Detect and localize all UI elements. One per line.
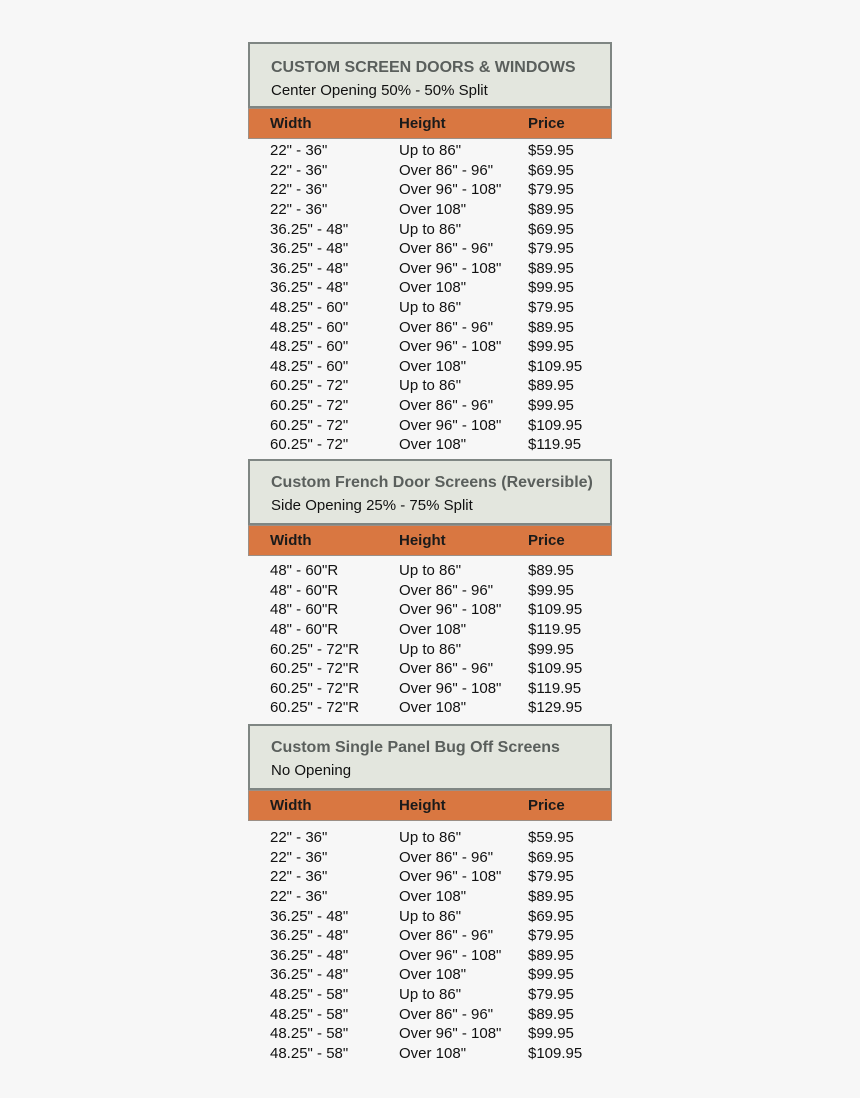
width-cell: 48.25" - 58" [270,986,349,1004]
height-cell: Over 96" - 108" [399,338,502,356]
width-cell: 22" - 36" [270,848,328,866]
width-cell: 36.25" - 48" [270,927,349,945]
price-cell: $89.95 [528,318,574,336]
price-cell: $99.95 [528,1025,574,1043]
height-cell: Over 96" - 108" [399,416,502,434]
price-cell: $109.95 [528,660,583,678]
price-cell: $79.95 [528,868,574,886]
price-cell: $129.95 [528,699,583,717]
section-subtitle: Side Opening 25% - 75% Split [271,497,473,514]
height-cell: Over 96" - 108" [399,679,502,697]
height-cell: Up to 86" [399,640,462,658]
table-row [270,620,612,640]
section-title: Custom French Door Screens (Reversible) [271,474,593,491]
height-cell: Over 96" - 108" [399,946,502,964]
section-header [248,42,612,108]
width-cell: 48.25" - 60" [270,338,349,356]
section-header [248,724,612,790]
table-row [270,278,612,298]
column-header-width: Width [270,532,312,549]
height-cell: Up to 86" [399,299,462,317]
height-cell: Over 108" [399,201,467,219]
table-row [270,848,612,868]
width-cell: 22" - 36" [270,888,328,906]
price-cell: $119.95 [528,679,582,697]
price-cell: $99.95 [528,581,574,599]
width-cell: 36.25" - 48" [270,279,349,297]
column-header-height: Height [399,797,446,814]
height-cell: Over 86" - 96" [399,848,494,866]
height-cell: Over 96" - 108" [399,181,502,199]
price-rows [248,556,612,718]
table-row [270,161,612,181]
price-cell: $119.95 [528,621,582,639]
table-row [270,887,612,907]
height-cell: Over 108" [399,279,467,297]
width-cell: 22" - 36" [270,868,328,886]
section-header [248,459,612,525]
column-header-width: Width [270,797,312,814]
table-row [270,946,612,966]
table-row [270,396,612,416]
table-row [270,376,612,396]
height-cell: Up to 86" [399,907,462,925]
column-header-price: Price [528,115,565,132]
table-row [270,561,612,581]
price-cell: $79.95 [528,299,574,317]
price-cell: $89.95 [528,888,574,906]
section-title: CUSTOM SCREEN DOORS & WINDOWS [271,59,576,76]
price-cell: $109.95 [528,416,583,434]
price-cell: $99.95 [528,279,574,297]
table-row [270,679,612,699]
height-cell: Over 108" [399,357,467,375]
price-cell: $89.95 [528,201,574,219]
table-row [270,180,612,200]
height-cell: Over 108" [399,888,467,906]
width-cell: 60.25" - 72" [270,436,349,454]
price-cell: $109.95 [528,601,583,619]
table-row [270,1004,612,1024]
price-cell: $99.95 [528,966,574,984]
table-row [270,259,612,279]
width-cell: 48.25" - 60" [270,299,349,317]
height-cell: Over 86" - 96" [399,660,494,678]
height-cell: Over 96" - 108" [399,868,502,886]
height-cell: Over 86" - 96" [399,240,494,258]
width-cell: 36.25" - 48" [270,259,349,277]
width-cell: 48.25" - 58" [270,1005,349,1023]
width-cell: 60.25" - 72" [270,377,349,395]
table-row [270,698,612,718]
price-rows [248,821,612,1063]
price-cell: $59.95 [528,142,574,160]
price-cell: $89.95 [528,259,574,277]
width-cell: 48.25" - 60" [270,318,349,336]
table-row [270,581,612,601]
table-row [270,239,612,259]
table-row [270,337,612,357]
price-cell: $69.95 [528,848,574,866]
width-cell: 22" - 36" [270,161,328,179]
height-cell: Over 108" [399,966,467,984]
height-cell: Up to 86" [399,377,462,395]
height-cell: Over 108" [399,621,467,639]
width-cell: 48.25" - 60" [270,357,349,375]
height-cell: Over 108" [399,436,467,454]
height-cell: Over 96" - 108" [399,1025,502,1043]
width-cell: 36.25" - 48" [270,946,349,964]
column-header-width: Width [270,115,312,132]
width-cell: 22" - 36" [270,142,328,160]
height-cell: Up to 86" [399,562,462,580]
table-row [270,357,612,377]
width-cell: 48" - 60"R [270,621,339,639]
table-row [270,141,612,161]
width-cell: 60.25" - 72"R [270,679,360,697]
table-row [270,985,612,1005]
width-cell: 36.25" - 48" [270,966,349,984]
width-cell: 60.25" - 72"R [270,660,360,678]
width-cell: 60.25" - 72" [270,416,349,434]
price-cell: $99.95 [528,397,574,415]
height-cell: Over 108" [399,699,467,717]
table-row [270,415,612,435]
width-cell: 22" - 36" [270,181,328,199]
price-section-screen-doors-windows [248,42,612,455]
width-cell: 36.25" - 48" [270,220,349,238]
width-cell: 22" - 36" [270,201,328,219]
table-row [270,435,612,455]
width-cell: 48.25" - 58" [270,1025,349,1043]
width-cell: 60.25" - 72" [270,397,349,415]
width-cell: 36.25" - 48" [270,907,349,925]
price-cell: $69.95 [528,220,574,238]
height-cell: Over 86" - 96" [399,318,494,336]
width-cell: 48" - 60"R [270,562,339,580]
column-header-price: Price [528,532,565,549]
table-row [270,1024,612,1044]
price-cell: $69.95 [528,161,574,179]
table-row [270,317,612,337]
table-row [270,600,612,620]
price-section-french-door [248,459,612,718]
width-cell: 60.25" - 72"R [270,640,360,658]
height-cell: Over 86" - 96" [399,581,494,599]
table-row [270,219,612,239]
price-cell: $99.95 [528,640,574,658]
table-row [270,200,612,220]
table-row [270,1044,612,1064]
section-subtitle: Center Opening 50% - 50% Split [271,82,488,99]
price-cell: $109.95 [528,357,583,375]
table-row [270,926,612,946]
column-header-height: Height [399,532,446,549]
table-row [270,659,612,679]
height-cell: Over 86" - 96" [399,927,494,945]
section-title: Custom Single Panel Bug Off Screens [271,739,560,756]
height-cell: Over 96" - 108" [399,601,502,619]
height-cell: Up to 86" [399,142,462,160]
column-header-row [248,790,612,821]
table-row [270,906,612,926]
width-cell: 48" - 60"R [270,581,339,599]
height-cell: Up to 86" [399,986,462,1004]
price-cell: $99.95 [528,338,574,356]
width-cell: 48" - 60"R [270,601,339,619]
price-section-bug-off [248,724,612,1063]
column-header-price: Price [528,797,565,814]
table-row [270,298,612,318]
price-cell: $79.95 [528,986,574,1004]
height-cell: Up to 86" [399,829,462,847]
table-row [270,639,612,659]
price-cell: $89.95 [528,946,574,964]
section-subtitle: No Opening [271,762,352,779]
table-row [270,828,612,848]
price-cell: $79.95 [528,181,574,199]
price-cell: $89.95 [528,1005,574,1023]
height-cell: Over 96" - 108" [399,259,502,277]
width-cell: 22" - 36" [270,829,328,847]
price-cell: $89.95 [528,562,574,580]
price-cell: $79.95 [528,240,574,258]
price-cell: $79.95 [528,927,574,945]
height-cell: Over 86" - 96" [399,397,494,415]
table-row [270,965,612,985]
height-cell: Up to 86" [399,220,462,238]
column-header-height: Height [399,115,446,132]
width-cell: 60.25" - 72"R [270,699,360,717]
price-rows [248,139,612,455]
price-cell: $119.95 [528,436,582,454]
column-header-row [248,525,612,556]
width-cell: 36.25" - 48" [270,240,349,258]
height-cell: Over 108" [399,1044,467,1062]
price-cell: $59.95 [528,829,574,847]
width-cell: 48.25" - 58" [270,1044,349,1062]
column-header-row [248,108,612,139]
price-cell: $69.95 [528,907,574,925]
height-cell: Over 86" - 96" [399,161,494,179]
height-cell: Over 86" - 96" [399,1005,494,1023]
table-row [270,867,612,887]
price-cell: $89.95 [528,377,574,395]
price-cell: $109.95 [528,1044,583,1062]
